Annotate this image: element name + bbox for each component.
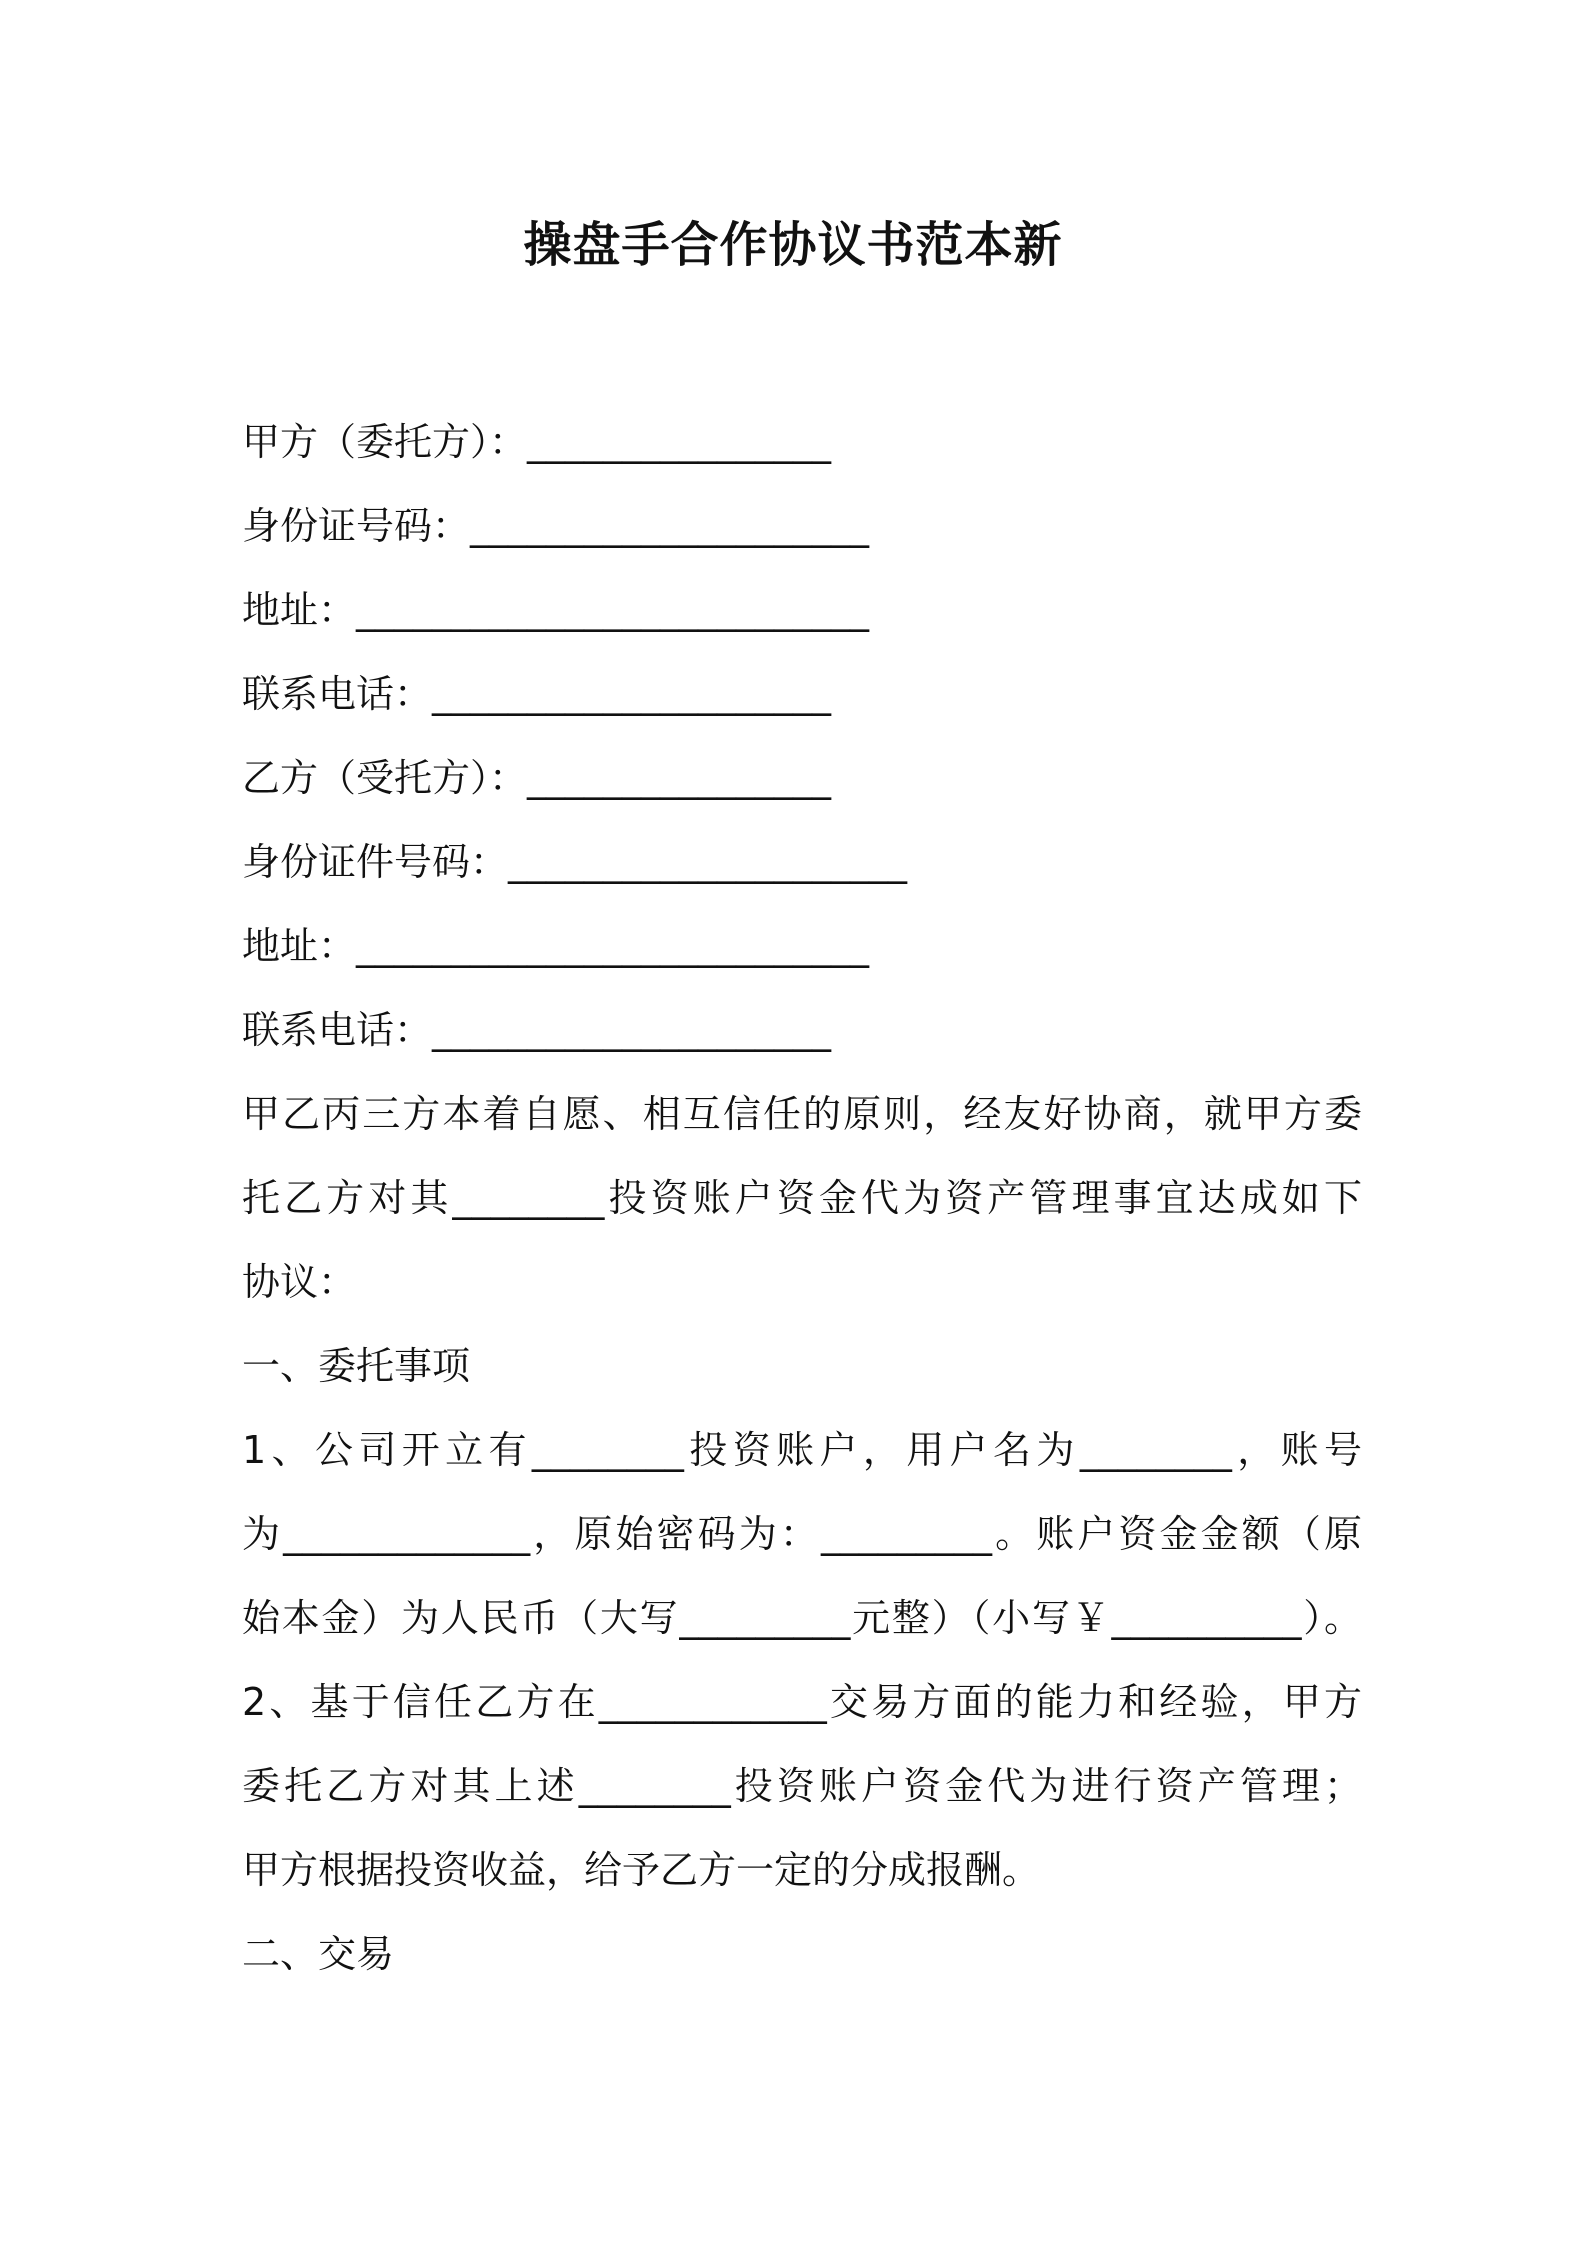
- document-body: [242, 400, 1362, 1996]
- party-a-address-line: 地址：___________________________: [242, 588, 870, 632]
- party-b-id-line: 身份证件号码：_____________________: [242, 840, 908, 884]
- preamble-line-2: 托乙方对其________投资账户资金代为资产管理事宜达成如下: [242, 1176, 1362, 1220]
- clause-1-line-2: 为_____________，原始密码为：_________。账户资金金额（原: [242, 1512, 1362, 1556]
- party-b-name-line: 乙方（受托方）：________________: [242, 756, 832, 800]
- clause-2-line-1: 2、基于信任乙方在____________交易方面的能力和经验，甲方: [242, 1680, 1362, 1724]
- party-a-id-line: 身份证号码：_____________________: [242, 504, 870, 548]
- party-b-address-line: 地址：___________________________: [242, 924, 870, 968]
- section-heading-trading: 二、交易: [242, 1932, 395, 1976]
- section-heading-entrustment: 一、委托事项: [242, 1344, 471, 1388]
- document-title: 操盘手合作协议书范本新: [523, 217, 1063, 273]
- clause-2-line-3: 甲方根据投资收益，给予乙方一定的分成报酬。: [242, 1848, 1041, 1892]
- party-b-phone-line: 联系电话：_____________________: [242, 1008, 832, 1052]
- preamble-line-3: 协议：: [242, 1260, 357, 1304]
- party-a-phone-line: 联系电话：_____________________: [242, 672, 832, 716]
- clause-1-line-1: 1、公司开立有________投资账户，用户名为________，账号: [242, 1428, 1362, 1472]
- clause-1-line-3: 始本金）为人民币（大写_________元整）（小写￥__________）。: [242, 1596, 1362, 1640]
- clause-2-line-2: 委托乙方对其上述________投资账户资金代为进行资产管理；: [242, 1764, 1362, 1808]
- preamble-line-1: 甲乙丙三方本着自愿、相互信任的原则，经友好协商，就甲方委: [242, 1092, 1362, 1136]
- party-a-name-line: 甲方（委托方）：________________: [242, 420, 832, 464]
